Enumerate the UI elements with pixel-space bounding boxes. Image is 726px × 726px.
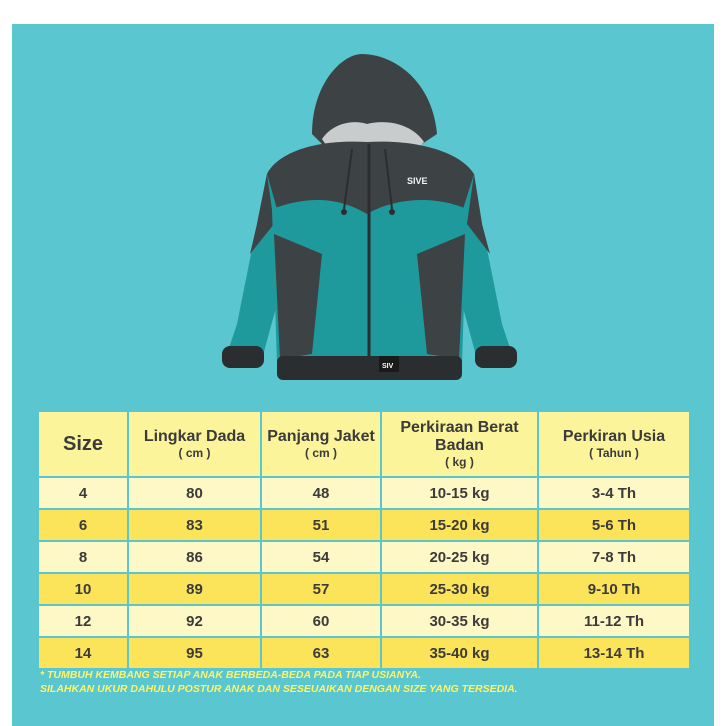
jacket-photo bbox=[12, 24, 714, 414]
cell-age: 3-4 Th bbox=[538, 477, 690, 509]
header-length: Panjang Jaket ( cm ) bbox=[261, 411, 381, 477]
size-chart-table bbox=[37, 410, 691, 670]
cell-age: 9-10 Th bbox=[538, 573, 690, 605]
cell-chest: 83 bbox=[128, 509, 261, 541]
cell-age: 13-14 Th bbox=[538, 637, 690, 669]
table-row bbox=[38, 509, 690, 541]
table-row bbox=[38, 605, 690, 637]
table-row bbox=[38, 573, 690, 605]
cell-size: 4 bbox=[38, 477, 128, 509]
cell-size: 6 bbox=[38, 509, 128, 541]
cell-length: 54 bbox=[261, 541, 381, 573]
cell-weight: 25-30 kg bbox=[381, 573, 538, 605]
header-weight: Perkiraan Berat Badan ( kg ) bbox=[381, 411, 538, 477]
cell-weight: 35-40 kg bbox=[381, 637, 538, 669]
cell-size: 8 bbox=[38, 541, 128, 573]
cell-chest: 86 bbox=[128, 541, 261, 573]
cell-chest: 95 bbox=[128, 637, 261, 669]
cell-chest: 89 bbox=[128, 573, 261, 605]
cell-size: 14 bbox=[38, 637, 128, 669]
cell-weight: 30-35 kg bbox=[381, 605, 538, 637]
cell-length: 63 bbox=[261, 637, 381, 669]
cell-age: 11-12 Th bbox=[538, 605, 690, 637]
table-row bbox=[38, 541, 690, 573]
jacket-illustration bbox=[12, 24, 714, 414]
header-chest: Lingkar Dada ( cm ) bbox=[128, 411, 261, 477]
cell-weight: 15-20 kg bbox=[381, 509, 538, 541]
note-line-2: SILAHKAN UKUR DAHULU POSTUR ANAK DAN SESEUAIKAN DENGAN SIZE YANG TERSEDIA. bbox=[40, 683, 518, 695]
cell-length: 48 bbox=[261, 477, 381, 509]
cell-size: 10 bbox=[38, 573, 128, 605]
cell-weight: 10-15 kg bbox=[381, 477, 538, 509]
size-notes bbox=[40, 668, 700, 696]
cell-length: 51 bbox=[261, 509, 381, 541]
cell-length: 60 bbox=[261, 605, 381, 637]
cell-chest: 92 bbox=[128, 605, 261, 637]
cell-length: 57 bbox=[261, 573, 381, 605]
cell-size: 12 bbox=[38, 605, 128, 637]
cell-age: 5-6 Th bbox=[538, 509, 690, 541]
cell-chest: 80 bbox=[128, 477, 261, 509]
table-row bbox=[38, 477, 690, 509]
cell-weight: 20-25 kg bbox=[381, 541, 538, 573]
header-size: Size bbox=[38, 411, 128, 477]
cell-age: 7-8 Th bbox=[538, 541, 690, 573]
brand-badge: SIV bbox=[382, 363, 394, 370]
header-age: Perkiran Usia ( Tahun ) bbox=[538, 411, 690, 477]
chest-logo: SIVE bbox=[407, 176, 428, 186]
note-line-1: * TUMBUH KEMBANG SETIAP ANAK BERBEDA-BEDA PADA TIAP USIANYA. bbox=[40, 669, 421, 681]
table-header-row bbox=[38, 411, 690, 477]
table-row bbox=[38, 637, 690, 669]
product-image-frame bbox=[12, 24, 714, 726]
